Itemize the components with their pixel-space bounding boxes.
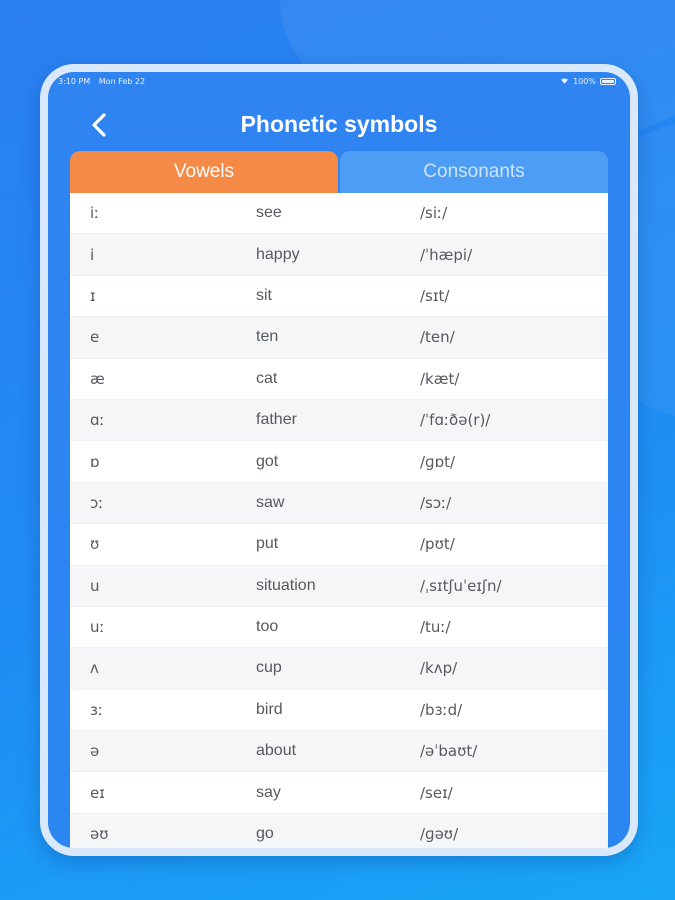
example-word: father [256,411,297,429]
example-word: got [256,452,279,470]
tab-vowels[interactable]: Vowels [70,151,338,193]
ipa-transcription: /ɡɒt/ [420,452,456,471]
phonetic-symbol-list[interactable] [70,193,608,848]
example-word: bird [256,700,283,718]
list-item[interactable] [70,400,608,441]
example-word: too [256,618,279,636]
phonetic-symbol: u [90,576,100,595]
phonetic-symbol: ɔː [90,493,104,512]
list-item[interactable] [70,483,608,524]
phonetic-symbol: ɪ [90,286,96,305]
list-item[interactable] [70,772,608,813]
ipa-transcription: /tuː/ [420,618,451,637]
list-item[interactable] [70,317,608,358]
phonetic-symbol: iː [90,204,100,223]
example-word: ten [256,328,279,346]
phonetic-symbol: uː [90,618,105,637]
page-title: Phonetic symbols [240,110,438,137]
chevron-left-icon [90,112,108,138]
list-item[interactable] [70,359,608,400]
status-bar [48,72,630,90]
example-word: cup [256,659,282,677]
list-item[interactable] [70,607,608,648]
list-item[interactable] [70,566,608,607]
ipa-transcription: /seɪ/ [420,783,453,802]
ipa-transcription: /ten/ [420,328,455,347]
ipa-transcription: /ˈfɑːðə(r)/ [420,411,491,430]
list-item[interactable] [70,524,608,565]
example-word: see [256,204,282,222]
tab-consonants[interactable]: Consonants [340,151,608,193]
ipa-transcription: /sɪt/ [420,286,450,305]
example-word: situation [256,576,316,594]
battery-icon [600,78,616,85]
ipa-transcription: /siː/ [420,204,448,223]
status-date: Mon Feb 22 [98,76,146,86]
phonetic-symbol: ɑː [90,411,105,430]
ipa-transcription: /pʊt/ [420,535,455,554]
list-item[interactable] [70,193,608,234]
list-item[interactable] [70,648,608,689]
example-word: say [256,783,281,801]
ipa-transcription: /kæt/ [420,369,460,388]
phonetic-symbol: æ [90,369,105,388]
list-item[interactable] [70,690,608,731]
example-word: cat [256,369,278,387]
phonetic-symbol: i [90,245,95,264]
phonetic-symbol: eɪ [90,783,105,802]
phonetic-symbol: ɒ [90,452,100,471]
ipa-transcription: /kʌp/ [420,659,458,678]
battery-percent: 100% [573,76,596,86]
list-item[interactable] [70,276,608,317]
phonetic-symbol: ə [90,742,100,761]
wifi-icon [560,77,569,86]
tablet-frame [40,64,638,856]
ipa-transcription: /bɜːd/ [420,700,463,719]
list-item[interactable] [70,814,608,848]
list-item[interactable] [70,731,608,772]
phonetic-symbol: ʌ [90,659,99,678]
status-time: 3:10 PM [58,76,91,86]
example-word: put [256,535,279,553]
navigation-bar [48,96,630,152]
back-button[interactable] [84,110,114,140]
tab-bar [70,151,608,193]
ipa-transcription: /sɔː/ [420,493,452,512]
example-word: sit [256,286,272,304]
ipa-transcription: /ˌsɪtʃuˈeɪʃn/ [420,576,502,595]
phonetic-symbol: əʊ [90,825,109,844]
phonetic-symbol: ɜː [90,700,104,719]
list-item[interactable] [70,234,608,275]
ipa-transcription: /ˈhæpi/ [420,245,473,264]
example-word: about [256,742,297,760]
list-item[interactable] [70,441,608,482]
phonetic-symbol: ʊ [90,535,100,554]
phonetic-symbol: e [90,328,100,347]
example-word: saw [256,493,285,511]
example-word: happy [256,245,300,263]
example-word: go [256,825,274,843]
app-screen [48,72,630,848]
ipa-transcription: /əˈbaʊt/ [420,742,478,761]
ipa-transcription: /ɡəʊ/ [420,825,459,844]
